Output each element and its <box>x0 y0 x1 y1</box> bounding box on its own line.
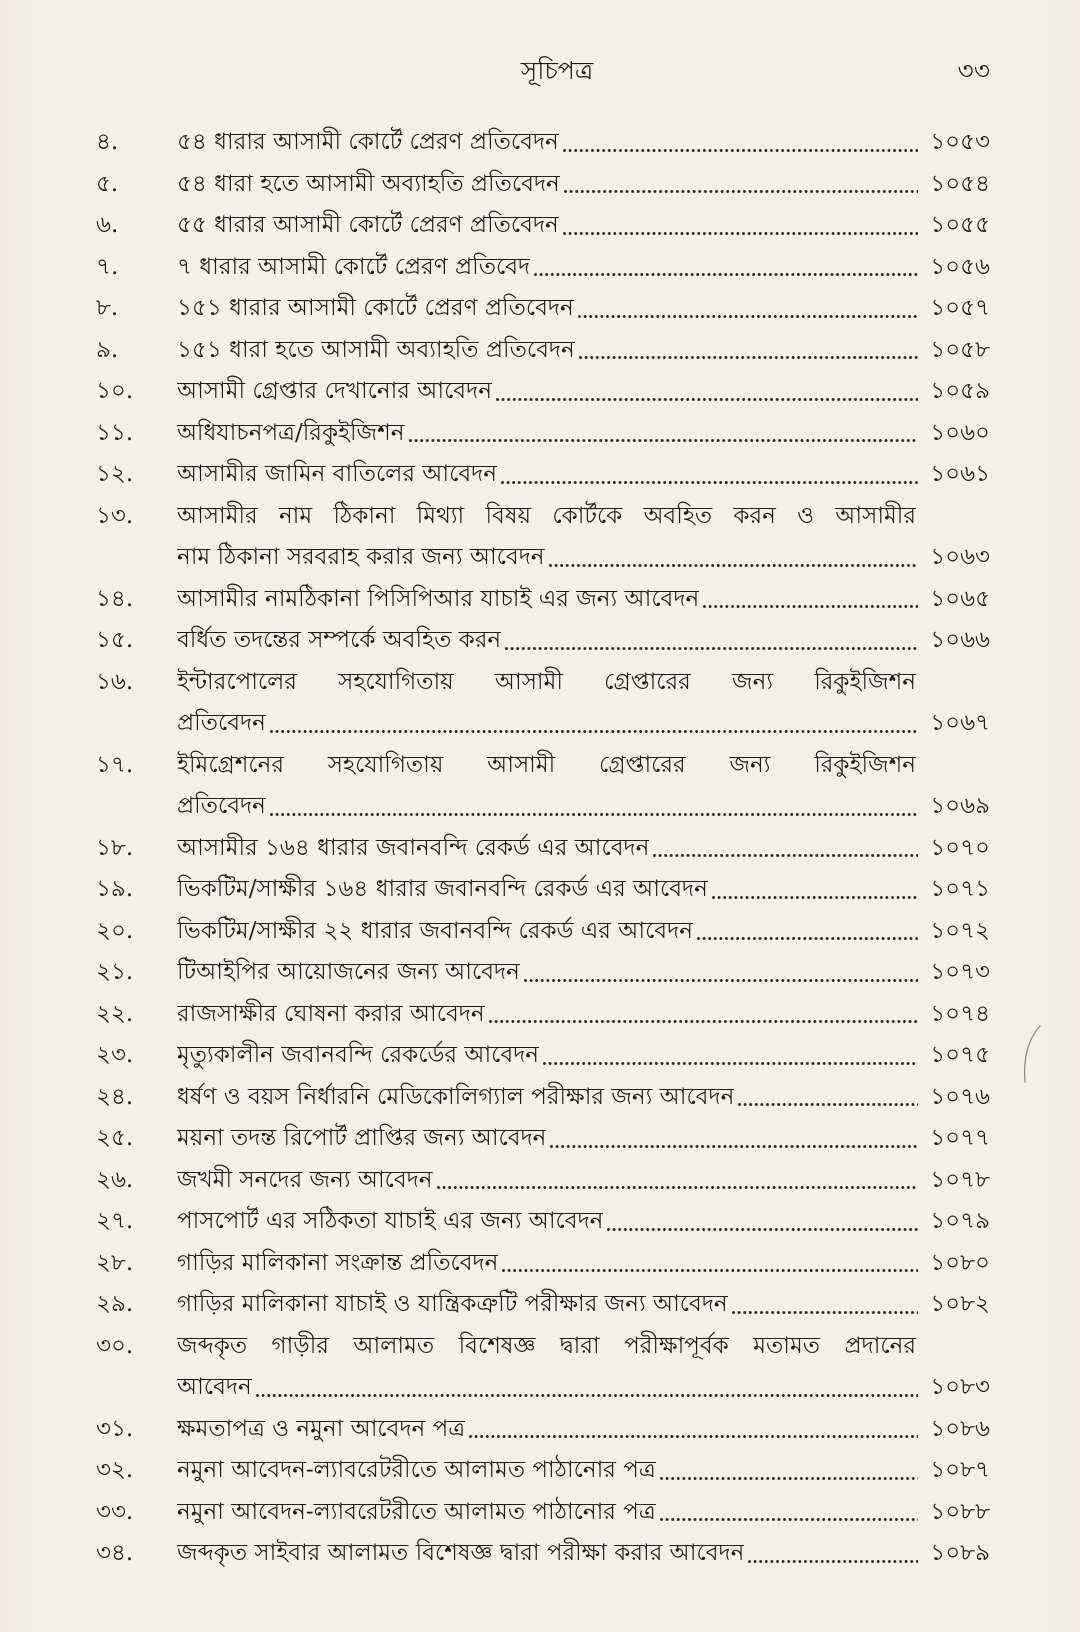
entry-last-line <box>177 288 990 330</box>
dot-leader <box>660 1477 918 1480</box>
entry-title: নাম ঠিকানা সরবরাহ করার জন্য আবেদন <box>177 544 545 570</box>
entry-body <box>177 869 990 911</box>
entry-body <box>177 454 990 496</box>
entry-title: গাড়ির মালিকানা সংক্রান্ত প্রতিবেদন <box>177 1249 499 1276</box>
entry-page-number: ১০৭৯ <box>930 1208 990 1234</box>
entry-last-line <box>177 205 990 247</box>
entry-title: আসামী গ্রেপ্তার দেখানোর আবেদন <box>177 378 492 404</box>
entry-title: বর্ধিত তদন্তের সম্পর্কে অবহিত করন <box>177 627 502 653</box>
entry-body <box>177 1243 990 1285</box>
dot-leader <box>578 315 918 318</box>
toc-entry <box>96 1450 990 1492</box>
toc-entry <box>96 1077 990 1119</box>
dot-leader <box>563 232 918 235</box>
entry-last-line <box>177 1243 990 1285</box>
dot-leader <box>653 854 918 857</box>
dot-leader <box>732 1311 918 1314</box>
toc-entry <box>96 122 990 164</box>
table-of-contents-list <box>96 122 990 1575</box>
toc-entry <box>96 745 990 828</box>
entry-number: ৬. <box>96 212 119 238</box>
dot-leader <box>543 1062 918 1065</box>
entry-page-number: ১০৫৩ <box>930 129 990 155</box>
entry-number: ৩৪. <box>96 1540 134 1566</box>
entry-last-line <box>177 371 990 413</box>
entry-body <box>177 205 990 247</box>
entry-body <box>177 330 990 372</box>
dot-leader <box>496 398 918 401</box>
entry-body <box>177 1035 990 1077</box>
toc-entry <box>96 1243 990 1285</box>
entry-last-line <box>177 994 990 1036</box>
toc-entry <box>96 994 990 1036</box>
entry-last-line <box>177 454 990 496</box>
entry-number: ৩০. <box>96 1332 134 1359</box>
entry-page-number: ১০৬৭ <box>930 710 990 736</box>
entry-page-number: ১০৬৫ <box>930 585 990 612</box>
entry-title: মৃত্যুকালীন জবানবন্দি রেকর্ডের আবেদন <box>177 1042 540 1068</box>
entry-body <box>177 122 990 164</box>
entry-body <box>177 413 990 455</box>
entry-body <box>177 1450 990 1492</box>
entry-title: আসামীর জামিন বাতিলের আবেদন <box>177 461 497 487</box>
page-number: ৩৩ <box>957 56 990 85</box>
entry-body <box>177 1077 990 1119</box>
entry-number: ১৯. <box>96 876 134 902</box>
entry-page-number: ১০৭৮ <box>930 1166 990 1193</box>
entry-last-line <box>177 1077 990 1119</box>
entry-last-line <box>177 122 990 164</box>
entry-title-line: ইন্টারপোলের সহযোগিতায় আসামী গ্রেপ্তারের জন্য রিকুইজিশন <box>177 668 916 695</box>
entry-number: ২৫. <box>96 1125 134 1151</box>
toc-entry <box>96 1492 990 1534</box>
entry-number: ১১. <box>96 419 134 446</box>
entry-title: ভিকটিম/সাক্ষীর ২২ ধারার জবানবন্দি রেকর্ড এর আবেদন <box>177 917 693 944</box>
entry-last-line <box>177 1533 990 1575</box>
entry-page-number: ১০৭৩ <box>930 959 990 985</box>
entry-number: ৮. <box>96 295 119 321</box>
entry-last-line <box>177 1160 990 1202</box>
entry-page-number: ১০৫৯ <box>930 378 990 404</box>
entry-number: ১৩. <box>96 502 134 529</box>
dot-leader <box>703 605 918 608</box>
entry-body <box>177 496 990 579</box>
entry-page-number: ১০৭৫ <box>930 1042 990 1068</box>
toc-entry <box>96 1160 990 1202</box>
toc-entry <box>96 1284 990 1326</box>
entry-number: ৩৩. <box>96 1498 134 1525</box>
entry-title: প্রতিবেদন <box>177 793 266 819</box>
dot-leader <box>270 813 918 816</box>
entry-body <box>177 579 990 621</box>
entry-body <box>177 662 990 745</box>
entry-number: ২৩. <box>96 1042 134 1068</box>
entry-last-line <box>177 330 990 372</box>
dot-leader <box>738 1103 918 1106</box>
entry-last-line <box>177 247 990 289</box>
toc-entry <box>96 911 990 953</box>
toc-entry <box>96 247 990 289</box>
toc-entry <box>96 579 990 621</box>
entry-number: ২৯. <box>96 1291 134 1317</box>
toc-entry <box>96 413 990 455</box>
dot-leader <box>270 730 918 733</box>
entry-title-line: আসামীর নাম ঠিকানা মিথ্যা বিষয় কোর্টকে অবহিত করন ও আসামীর <box>177 502 916 529</box>
entry-last-line <box>177 1409 990 1451</box>
entry-last-line <box>177 1035 990 1077</box>
entry-title: আসামীর নামঠিকানা পিসিপিআর যাচাই এর জন্য আবেদন <box>177 585 700 612</box>
dot-leader <box>697 937 918 940</box>
entry-number: ২৭. <box>96 1208 134 1234</box>
entry-page-number: ১০৫৬ <box>930 253 990 280</box>
dot-leader <box>469 1435 918 1438</box>
entry-number: ১৪. <box>96 585 134 612</box>
entry-title-line: জব্দকৃত গাড়ীর আলামত বিশেষজ্ঞ দ্বারা পরীক্ষাপূর্বক মতামত প্রদানের <box>177 1332 916 1359</box>
entry-body <box>177 1284 990 1326</box>
entry-number: ২২. <box>96 1000 134 1027</box>
entry-last-line <box>177 164 990 206</box>
entry-page-number: ১০৮৯ <box>930 1540 990 1566</box>
entry-last-line <box>177 1284 990 1326</box>
entry-title: নমুনা আবেদন-ল্যাবরেটরীতে আলামত পাঠানোর পত্র <box>177 1498 656 1525</box>
toc-entry <box>96 164 990 206</box>
entry-last-line <box>177 413 990 455</box>
entry-last-line <box>177 828 990 870</box>
entry-title: আসামীর ১৬৪ ধারার জবানবন্দি রেকর্ড এর আবেদন <box>177 834 650 861</box>
dot-leader <box>579 356 918 359</box>
entry-title-line: ইমিগ্রেশনের সহযোগিতায় আসামী গ্রেপ্তারের জন্য রিকুইজিশন <box>177 751 916 778</box>
entry-title: জব্দকৃত সাইবার আলামত বিশেষজ্ঞ দ্বারা পরীক্ষা করার আবেদন <box>177 1540 745 1566</box>
entry-body <box>177 164 990 206</box>
toc-entry <box>96 1201 990 1243</box>
toc-entry <box>96 952 990 994</box>
entry-number: ৩২. <box>96 1457 134 1483</box>
entry-page-number: ১০৭২ <box>930 917 990 944</box>
dot-leader <box>660 1518 918 1521</box>
entry-last-line <box>177 1450 990 1492</box>
entry-page-number: ১০৫৭ <box>930 295 990 321</box>
entry-body <box>177 1326 990 1409</box>
entry-number: ৫. <box>96 170 119 197</box>
entry-page-number: ১০৮২ <box>930 1291 990 1317</box>
entry-number: ১৫. <box>96 627 134 653</box>
entry-number: ৪. <box>96 129 119 155</box>
entry-page-number: ১০৮৭ <box>930 1457 990 1483</box>
entry-number: ১৭. <box>96 751 134 778</box>
entry-title: ১৫১ ধারা হতে আসামী অব্যাহতি প্রতিবেদন <box>177 336 575 363</box>
dot-leader <box>748 1560 918 1563</box>
entry-page-number: ১০৬০ <box>930 419 990 446</box>
entry-body <box>177 1492 990 1534</box>
entry-title: পাসপোর্ট এর সঠিকতা যাচাই এর জন্য আবেদন <box>177 1208 604 1234</box>
entry-body <box>177 1118 990 1160</box>
entry-number: ১০. <box>96 378 134 404</box>
entry-page-number: ১০৫৫ <box>930 212 990 238</box>
entry-title: ৭ ধারার আসামী কোর্টে প্রেরণ প্রতিবেদ <box>177 253 531 280</box>
entry-number: ৩১. <box>96 1415 134 1442</box>
dot-leader <box>502 1269 918 1272</box>
entry-page-number: ১০৮৩ <box>930 1374 990 1400</box>
entry-number: ২৪. <box>96 1083 134 1110</box>
entry-body <box>177 620 990 662</box>
entry-title: ১৫১ ধারার আসামী কোর্টে প্রেরণ প্রতিবেদন <box>177 295 574 321</box>
entry-number: ২৬. <box>96 1166 134 1193</box>
entry-page-number: ১০৫৮ <box>930 336 990 363</box>
entry-title: ৫৫ ধারার আসামী কোর্টে প্রেরণ প্রতিবেদন <box>177 212 559 238</box>
entry-page-number: ১০৭৬ <box>930 1083 990 1110</box>
entry-page-number: ১০৬৬ <box>930 627 990 653</box>
entry-last-line <box>177 1201 990 1243</box>
dot-leader <box>524 979 918 982</box>
toc-entry <box>96 828 990 870</box>
entry-page-number: ১০৮০ <box>930 1249 990 1276</box>
entry-title: প্রতিবেদন <box>177 710 266 736</box>
entry-body <box>177 1409 990 1451</box>
entry-number: ২১. <box>96 959 134 985</box>
entry-page-number: ১০৬১ <box>930 461 990 487</box>
toc-entry <box>96 1035 990 1077</box>
dot-leader <box>505 647 918 650</box>
entry-page-number: ১০৬৯ <box>930 793 990 819</box>
entry-last-line <box>177 1492 990 1534</box>
entry-page-number: ১০৭৪ <box>930 1000 990 1027</box>
dot-leader <box>563 149 918 152</box>
entry-body <box>177 952 990 994</box>
dot-leader <box>256 1394 918 1397</box>
toc-entry <box>96 1326 990 1409</box>
entry-last-line <box>177 703 990 745</box>
entry-title: জখমী সনদের জন্য আবেদন <box>177 1166 433 1193</box>
entry-body <box>177 371 990 413</box>
entry-title: আবেদন <box>177 1374 252 1400</box>
entry-page-number: ১০৭৭ <box>930 1125 990 1151</box>
entry-page-number: ১০৫৪ <box>930 170 990 197</box>
entry-body <box>177 1160 990 1202</box>
entry-body <box>177 911 990 953</box>
entry-last-line <box>177 579 990 621</box>
entry-number: ২৮. <box>96 1249 134 1276</box>
dot-leader <box>550 1145 918 1148</box>
entry-body <box>177 288 990 330</box>
dot-leader <box>712 896 918 899</box>
dot-leader <box>437 1186 918 1189</box>
entry-last-line <box>177 911 990 953</box>
toc-entry <box>96 205 990 247</box>
entry-body <box>177 1201 990 1243</box>
entry-body <box>177 745 990 828</box>
dot-leader <box>501 481 918 484</box>
entry-title: অধিযাচনপত্র/রিকুইজিশন <box>177 419 405 446</box>
entry-page-number: ১০৭১ <box>930 876 990 902</box>
entry-page-number: ১০৭০ <box>930 834 990 861</box>
toc-entry <box>96 371 990 413</box>
entry-page-number: ১০৬৩ <box>930 544 990 570</box>
entry-last-line <box>177 1367 990 1409</box>
entry-title: গাড়ির মালিকানা যাচাই ও যান্ত্রিকত্রুটি পরীক্ষার জন্য আবেদন <box>177 1291 728 1317</box>
entry-title: ৫৪ ধারা হতে আসামী অব্যাহতি প্রতিবেদন <box>177 170 560 197</box>
entry-title: ভিকটিম/সাক্ষীর ১৬৪ ধারার জবানবন্দি রেকর্ড এর আবেদন <box>177 876 708 902</box>
entry-number: ৯. <box>96 336 119 363</box>
entry-last-line <box>177 537 990 579</box>
entry-last-line <box>177 952 990 994</box>
entry-title: ক্ষমতাপত্র ও নমুনা আবেদন পত্র <box>177 1415 466 1442</box>
entry-page-number: ১০৮৮ <box>930 1498 990 1525</box>
dot-leader <box>409 439 919 442</box>
entry-number: ৭. <box>96 253 119 280</box>
running-head-title: সূচিপত্র <box>520 56 594 85</box>
toc-entry <box>96 288 990 330</box>
entry-body <box>177 994 990 1036</box>
entry-title: ধর্ষণ ও বয়স নির্ধারনি মেডিকোলিগ্যাল পরীক্ষার জন্য আবেদন <box>177 1083 735 1110</box>
entry-number: ১৬. <box>96 668 134 695</box>
toc-entry <box>96 869 990 911</box>
entry-body <box>177 828 990 870</box>
dot-leader <box>549 564 918 567</box>
toc-entry <box>96 1118 990 1160</box>
toc-entry <box>96 496 990 579</box>
toc-entry <box>96 620 990 662</box>
toc-entry <box>96 454 990 496</box>
entry-last-line <box>177 869 990 911</box>
entry-body <box>177 1533 990 1575</box>
entry-title: নমুনা আবেদন-ল্যাবরেটরীতে আলামত পাঠানোর পত্র <box>177 1457 656 1483</box>
entry-title: রাজসাক্ষীর ঘোষনা করার আবেদন <box>177 1000 485 1027</box>
entry-last-line <box>177 786 990 828</box>
entry-number: ১২. <box>96 461 134 487</box>
entry-title: টিআইপির আয়োজনের জন্য আবেদন <box>177 959 520 985</box>
entry-title: ময়না তদন্ত রিপোর্ট প্রাপ্তির জন্য আবেদন <box>177 1125 547 1151</box>
entry-body <box>177 247 990 289</box>
dot-leader <box>534 273 918 276</box>
entry-last-line <box>177 1118 990 1160</box>
dot-leader <box>564 190 918 193</box>
toc-entry <box>96 1409 990 1451</box>
entry-last-line <box>177 620 990 662</box>
dot-leader <box>607 1228 918 1231</box>
entry-number: ১৮. <box>96 834 134 861</box>
toc-entry <box>96 330 990 372</box>
entry-page-number: ১০৮৬ <box>930 1415 990 1442</box>
entry-number: ২০. <box>96 917 134 944</box>
dot-leader <box>489 1020 918 1023</box>
toc-entry <box>96 1533 990 1575</box>
toc-entry <box>96 662 990 745</box>
entry-title: ৫৪ ধারার আসামী কোর্টে প্রেরণ প্রতিবেদন <box>177 129 559 155</box>
